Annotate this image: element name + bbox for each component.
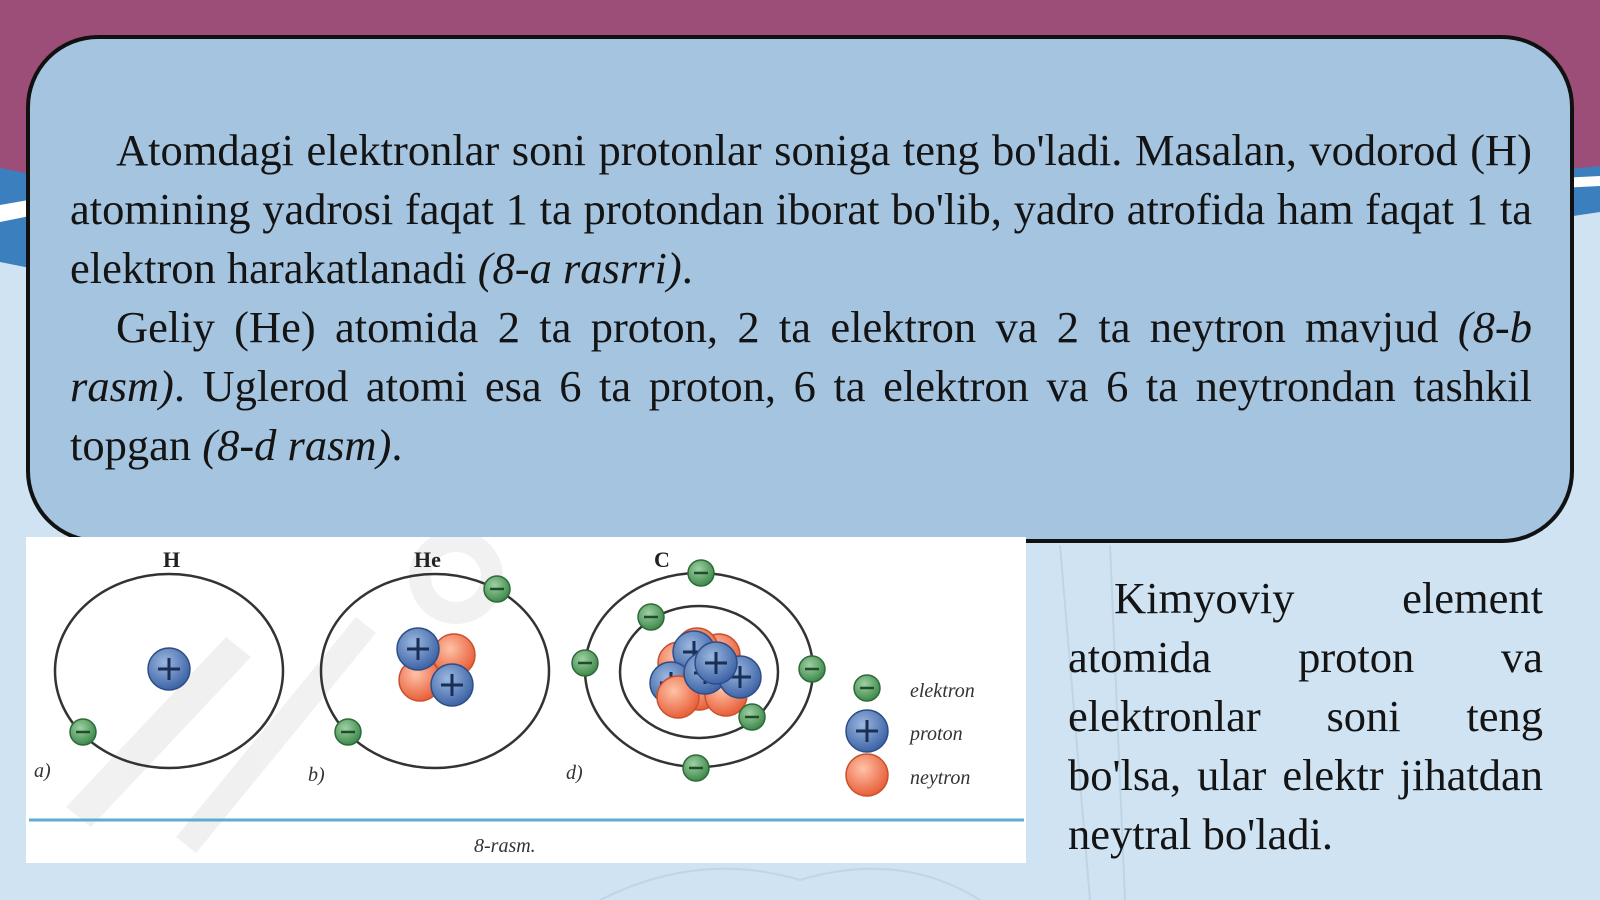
paragraph-1 bbox=[70, 121, 1532, 298]
atom-symbol-he: He bbox=[414, 547, 441, 572]
c-electron bbox=[638, 604, 664, 630]
h-electron bbox=[70, 719, 96, 745]
legend-neutron-label: neytron bbox=[910, 767, 971, 789]
paragraph-2-text-1: Geliy (He) atomida 2 ta proton, 2 ta elektron va 2 ta neytron mavjud bbox=[116, 302, 1458, 352]
figure-reference-d: (8-d rasm) bbox=[202, 420, 392, 470]
paragraph-1-text: Atomdagi elektronlar soni protonlar soniga teng bo'ladi. Masalan, vodorod (H) atomining yadrosi faqat 1 ta protondan iborat bo'lib, yadro atrofida ham faqat 1 ta elektron harakatlanadi bbox=[70, 125, 1532, 293]
atom-figure bbox=[26, 537, 1026, 863]
he-proton bbox=[431, 664, 473, 706]
c-electron bbox=[683, 755, 709, 781]
text-card bbox=[26, 35, 1574, 543]
legend-electron-icon bbox=[854, 675, 880, 701]
he-electron bbox=[335, 719, 361, 745]
legend-proton-label: proton bbox=[910, 723, 963, 745]
h-proton bbox=[148, 648, 190, 690]
figure-reference-a: (8-a rasrri) bbox=[477, 243, 682, 293]
figure-reference-b: (8-b rasm) bbox=[70, 302, 1532, 411]
panel-label-b: b) bbox=[308, 764, 325, 786]
legend-neutron-icon bbox=[846, 754, 888, 796]
panel-label-d: d) bbox=[566, 762, 583, 784]
c-electron bbox=[572, 650, 598, 676]
side-text bbox=[1068, 569, 1543, 864]
side-paragraph: Kimyoviy element atomida proton va elektronlar soni teng bo'lsa, ular elektr jihatdan neytral bo'ladi. bbox=[1068, 573, 1543, 859]
atom-symbol-c: C bbox=[654, 547, 670, 572]
paragraph-2 bbox=[70, 298, 1532, 475]
c-electron bbox=[739, 704, 765, 730]
paragraph-2-text-2: . Uglerod atomi esa 6 ta proton, 6 ta elektron va 6 ta neytrondan tashkil topgan bbox=[70, 361, 1532, 470]
atom-symbol-h: H bbox=[163, 547, 181, 572]
he-proton bbox=[397, 628, 439, 670]
legend-electron-label: elektron bbox=[910, 680, 975, 702]
c-electron bbox=[688, 560, 714, 586]
panel-label-a: a) bbox=[34, 760, 51, 782]
atom-diagram bbox=[26, 537, 1026, 863]
he-electron bbox=[484, 576, 510, 602]
card-text bbox=[70, 121, 1532, 475]
c-electron bbox=[799, 656, 825, 682]
figure-caption: 8-rasm. bbox=[474, 835, 536, 857]
legend-proton-icon bbox=[846, 710, 888, 752]
paragraph-2-end: . bbox=[391, 420, 403, 470]
paragraph-1-end: . bbox=[681, 243, 693, 293]
c-proton bbox=[695, 642, 737, 684]
